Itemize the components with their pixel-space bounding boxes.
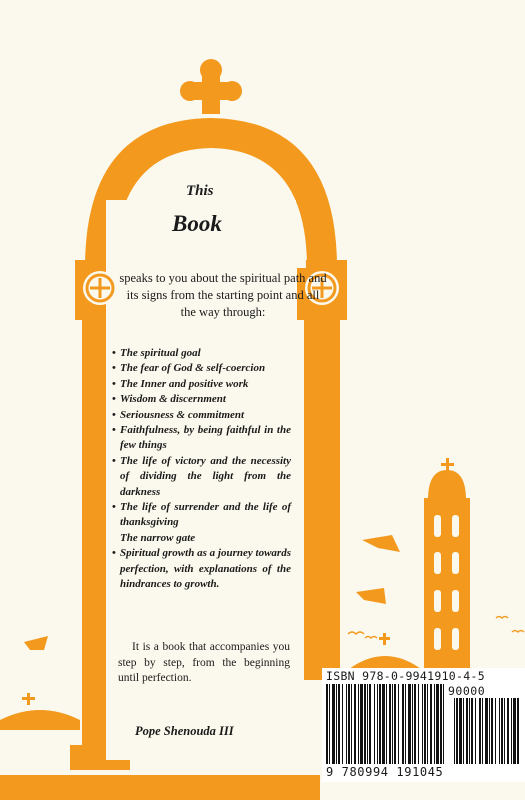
dome-icon xyxy=(0,710,80,730)
dove-icon xyxy=(24,636,48,650)
list-item: • Wisdom & discernment xyxy=(113,392,291,407)
list-item: • The Inner and positive work xyxy=(113,377,291,392)
intro-text: speaks to you about the spiritual path and its signs from the starting point and all the way through: xyxy=(119,271,327,319)
list-item: The narrow gate xyxy=(120,531,196,544)
dove-icon xyxy=(356,588,386,604)
author-name: Pope Shenouda III xyxy=(135,724,234,738)
ean-number: 9 780994 191045 xyxy=(326,765,444,779)
medallion-icon xyxy=(83,271,117,305)
barcode-icon xyxy=(326,684,521,766)
cross-icon xyxy=(180,59,242,114)
closing-text: It is a book that accompanies you step by step, from the beginning until perfection. xyxy=(118,641,290,684)
list-item: • Seriousness & commitment xyxy=(113,408,291,423)
list-item: • The life of surrender and the life of thanksgiving xyxy=(113,500,291,531)
price-addon-number: 90000 xyxy=(448,684,486,698)
title-line-2: Book xyxy=(172,211,222,236)
dome-icon xyxy=(345,633,425,672)
list-item: • The life of victory and the necessity of dividing the light from the darkness xyxy=(113,454,291,500)
list-item: • The fear of God & self-coercion xyxy=(113,361,291,376)
list-item: • Faithfulness, by being faithful in the few things xyxy=(113,423,291,454)
topics-list xyxy=(113,346,291,593)
isbn-number: ISBN 978-0-9941910-4-5 xyxy=(326,669,485,683)
dove-icon xyxy=(362,535,400,552)
title-line-1: This xyxy=(186,183,214,199)
list-item: • Spiritual growth as a journey towards perfection, with explanations of the hindrances to growth. xyxy=(113,546,291,592)
list-item: • The spiritual goal xyxy=(113,346,291,361)
